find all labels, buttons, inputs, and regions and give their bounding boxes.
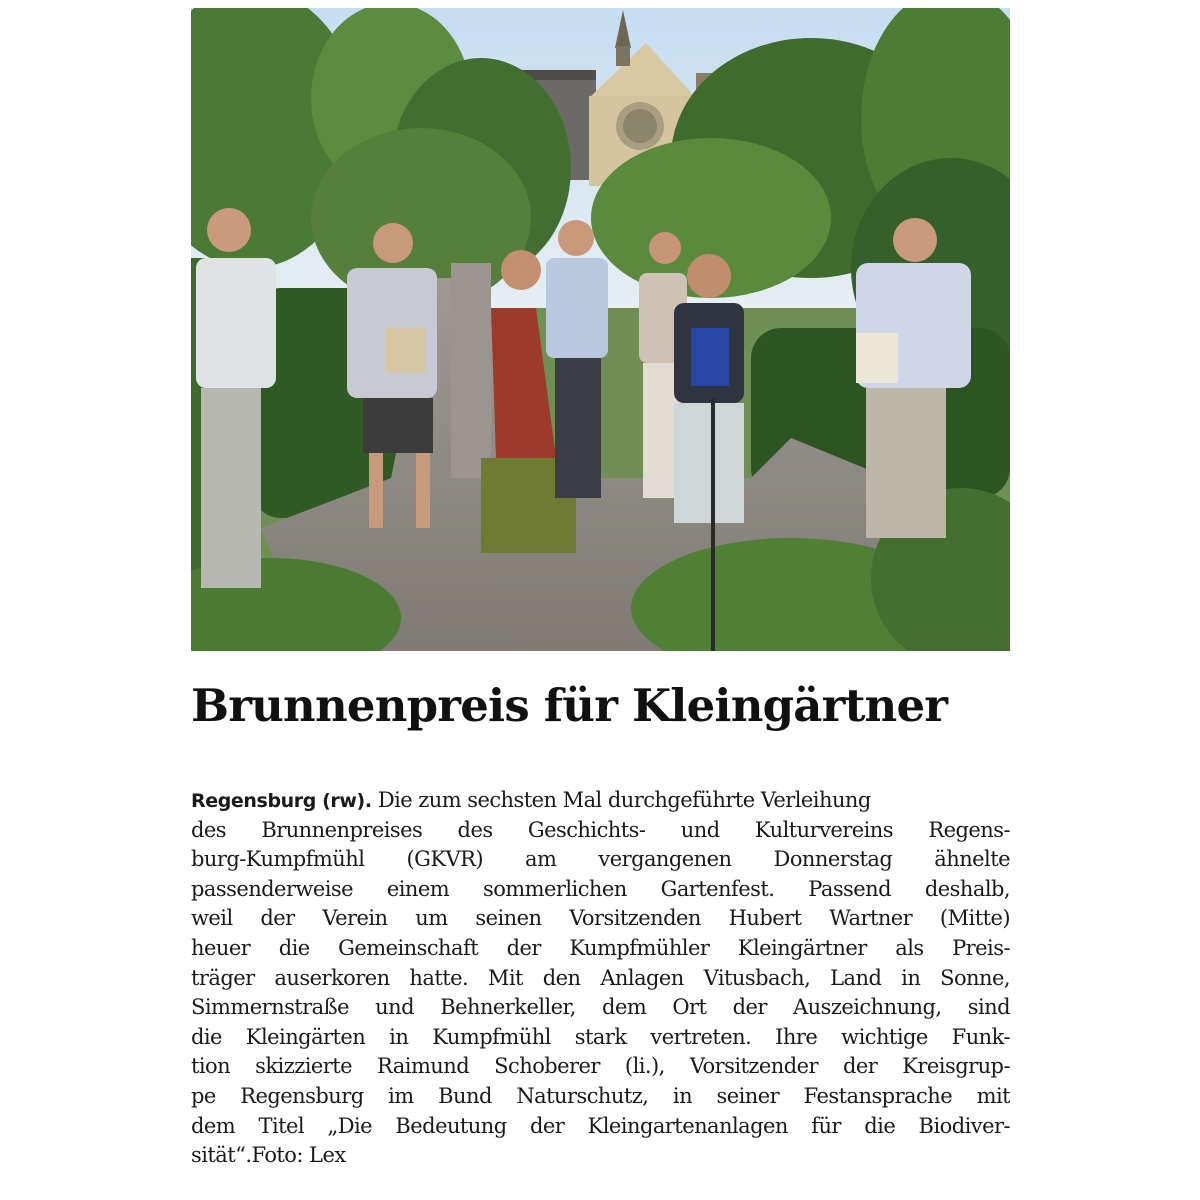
article-line: träger auserkoren hatte. Mit den Anlagen Vitusbach, Land in Sonne, bbox=[191, 965, 1010, 990]
article-line: pe Regensburg im Bund Naturschutz, in seiner Festansprache mit bbox=[191, 1083, 1010, 1108]
article-line: tion skizzierte Raimund Schoberer (li.), Vorsitzender der Kreisgrup- bbox=[191, 1054, 1010, 1079]
article-line: weil der Verein um seinen Vorsitzenden Hubert Wartner (Mitte) bbox=[191, 906, 1010, 931]
article-line: dem Titel „Die Bedeutung der Kleingartenanlagen für die Biodiver- bbox=[191, 1113, 1010, 1138]
photo-credit: Foto: Lex bbox=[251, 1143, 346, 1168]
article-line: passenderweise einem sommerlichen Gartenfest. Passend deshalb, bbox=[191, 876, 1010, 901]
article-line: des Brunnenpreises des Geschichts- und Kulturvereins Regens- bbox=[191, 817, 1010, 842]
article-body bbox=[191, 786, 1010, 1171]
article-line: die Kleingärten in Kumpfmühl stark vertreten. Ihre wichtige Funk- bbox=[191, 1024, 1010, 1049]
article-dateline: Regensburg (rw). bbox=[191, 790, 372, 812]
article-line: burg-Kumpfmühl (GKVR) am vergangenen Donnerstag ähnelte bbox=[191, 847, 1010, 872]
newspaper-clipping bbox=[191, 8, 1010, 1193]
article-line: Simmernstraße und Behnerkeller, dem Ort der Auszeichnung, sind bbox=[191, 995, 1010, 1020]
article-line: heuer die Gemeinschaft der Kumpfmühler Kleingärtner als Preis- bbox=[191, 935, 1010, 960]
article-headline: Brunnenpreis für Kleingärtner bbox=[191, 679, 948, 732]
article-last-line: sität“.Foto: Lex bbox=[191, 1143, 346, 1168]
article-photo bbox=[191, 8, 1010, 651]
article-line: Regensburg (rw). Die zum sechsten Mal durchgeführte Verleihung bbox=[191, 788, 871, 812]
